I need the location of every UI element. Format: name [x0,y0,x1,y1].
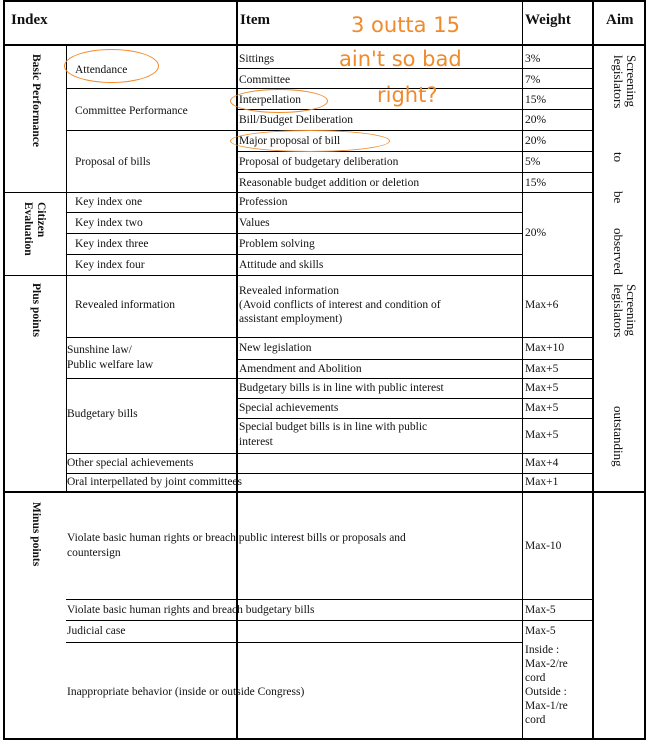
aim-observed: observed [611,228,626,275]
grid-line [66,599,592,600]
weight-other-special: Max+4 [525,457,559,469]
highlight-circle-major-proposal [230,130,390,152]
item-revealed-avoid: (Avoid conflicts of interest and condition of [239,299,441,311]
weight-inside-unit: cord [525,672,546,684]
item-countersign: countersign [67,547,121,559]
item-sittings: Sittings [239,53,275,65]
item-problem-solving: Problem solving [239,238,315,250]
weight-amendment: Max+5 [525,363,559,375]
sub-committee-performance: Committee Performance [75,105,188,117]
item-revealed-information: Revealed information [239,285,339,297]
weight-budget-public: Max+5 [525,382,559,394]
header-weight: Weight [525,12,571,28]
item-values: Values [239,217,270,229]
weight-sittings: 3% [525,53,541,65]
weight-inside-value: Max-2/re [525,658,568,670]
weight-major: 20% [525,135,547,147]
aim-be: be [611,191,626,204]
grid-line [236,172,592,173]
aim-screening-legislators-2: Screening legislators [611,284,639,338]
grid-line [5,192,592,193]
weight-special-budget: Max+5 [525,429,559,441]
header-item: Item [240,12,270,28]
grid-line [66,212,522,213]
item-judicial-case: Judicial case [67,625,126,637]
weight-new-legislation: Max+10 [525,342,565,354]
item-new-legislation: New legislation [239,342,312,354]
grid-line [66,337,592,338]
grid-line [5,491,644,493]
weight-proposal-budget: 5% [525,156,541,168]
grid-line [66,642,522,643]
annotation-note-line3: right? [377,83,438,107]
item-violate-budgetary: Violate basic human rights and breach budgetary bills [67,604,315,616]
grid-line [66,88,592,89]
grid-line [66,254,522,255]
sub-public-welfare-law: Public welfare law [67,359,154,371]
item-major-proposal: Major proposal of bill [239,135,341,147]
item-violate-rights-bills: Violate basic human rights or breach public interest bills or proposals and [67,532,406,544]
item-interpellation: Interpellation [239,94,301,106]
weight-bill-budget: 20% [525,114,547,126]
group-plus-points: Plus points [30,283,42,338]
sub-budgetary-bills: Budgetary bills [67,408,138,420]
evaluation-table [3,0,646,740]
weight-citizen: 20% [525,227,547,239]
highlight-circle-interpellation [230,89,328,113]
weight-oral: Max+1 [525,476,559,488]
weight-inside-label: Inside : [525,644,560,656]
weight-interpellation: 15% [525,94,547,106]
grid-line [236,398,592,399]
item-other-special: Other special achievements [67,457,194,469]
aim-outstanding: outstanding [611,406,626,467]
item-budget-public-interest: Budgetary bills is in line with public interest [239,382,444,394]
annotation-note-line1: 3 outta 15 [351,13,460,37]
sub-proposal-of-bills: Proposal of bills [75,156,151,168]
grid-line [66,453,592,454]
item-special-achievements: Special achievements [239,402,339,414]
group-citizen-evaluation: Citizen Evaluation [22,202,47,256]
grid-line [5,44,644,46]
weight-reasonable: 15% [525,177,547,189]
grid-line [592,2,594,740]
weight-violate-rights: Max-10 [525,540,562,552]
item-amendment-abolition: Amendment and Abolition [239,363,362,375]
weight-violate-budgetary: Max-5 [525,604,556,616]
grid-line [66,378,592,379]
grid-line [66,473,592,474]
header-aim: Aim [606,12,634,28]
grid-line [236,2,238,740]
sub-sunshine-law: Sunshine law/ [67,344,132,356]
highlight-circle-attendance [64,49,159,83]
grid-line [66,233,522,234]
item-reasonable-budget: Reasonable budget addition or deletion [239,177,420,189]
weight-outside-label: Outside : [525,686,567,698]
item-revealed-assistant: assistant employment) [239,313,343,325]
item-inappropriate-behavior: Inappropriate behavior (inside or outside Congress) [67,686,305,698]
item-special-budget-interest: interest [239,436,273,448]
grid-line [522,2,523,740]
header-index: Index [11,12,48,28]
grid-line [236,359,592,360]
weight-special-achievements: Max+5 [525,402,559,414]
group-minus-points: Minus points [30,502,42,567]
item-bill-budget-deliberation: Bill/Budget Deliberation [239,114,354,126]
grid-line [5,275,592,276]
weight-outside-unit: cord [525,714,546,726]
weight-outside-value: Max-1/re [525,700,568,712]
sub-key-index-one: Key index one [75,196,143,208]
sub-attendance: Attendance [75,64,128,76]
grid-line [66,46,67,493]
sub-key-index-four: Key index four [75,259,145,271]
grid-line [66,620,592,621]
item-proposal-budgetary: Proposal of budgetary deliberation [239,156,399,168]
item-committee: Committee [239,74,291,86]
aim-to: to [611,152,626,163]
sub-key-index-three: Key index three [75,238,149,250]
weight-revealed: Max+6 [525,299,559,311]
item-special-budget: Special budget bills is in line with public [239,421,428,433]
weight-committee: 7% [525,74,541,86]
group-basic-performance: Basic Performance [30,54,42,147]
grid-line [236,418,592,419]
item-attitude-skills: Attitude and skills [239,259,324,271]
item-oral-interpellated: Oral interpellated by joint committees [67,476,243,488]
weight-judicial: Max-5 [525,625,556,637]
aim-screening-legislators: Screening legislators [611,55,639,109]
sub-revealed-information: Revealed information [75,299,175,311]
item-profession: Profession [239,196,288,208]
annotation-note-line2: ain't so bad [339,47,462,71]
sub-key-index-two: Key index two [75,217,143,229]
